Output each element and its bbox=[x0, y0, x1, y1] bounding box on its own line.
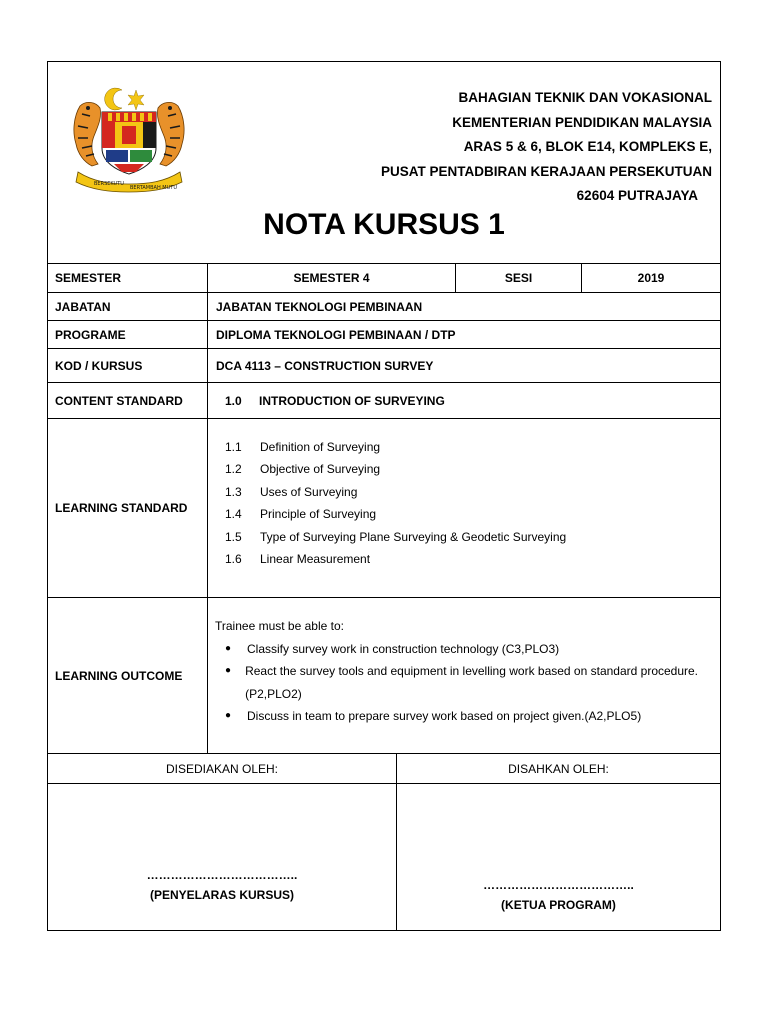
semester-label: SEMESTER bbox=[55, 271, 122, 285]
malaysia-coat-of-arms-icon bbox=[70, 86, 188, 194]
content-standard-label: CONTENT STANDARD bbox=[55, 393, 183, 408]
jabatan-row bbox=[48, 292, 720, 320]
right-tiger-icon bbox=[157, 102, 184, 166]
address-line: ARAS 5 & 6, BLOK E14, KOMPLEKS E, bbox=[463, 139, 712, 154]
learning-standard-list bbox=[207, 419, 720, 597]
address-line: KEMENTERIAN PENDIDIKAN MALAYSIA bbox=[452, 114, 712, 130]
signature-area bbox=[48, 783, 720, 930]
content-standard-number: 1.0 bbox=[225, 393, 242, 408]
shield-icon bbox=[102, 112, 156, 174]
crest-motto-right: BERTAMBAH MUTU bbox=[130, 185, 177, 191]
signature-line: ……………………………….. bbox=[483, 878, 634, 892]
programe-row bbox=[48, 320, 720, 348]
address-line: BAHAGIAN TEKNIK DAN VOKASIONAL bbox=[458, 90, 712, 105]
kod-kursus-value: DCA 4113 – CONSTRUCTION SURVEY bbox=[207, 349, 720, 382]
document-header bbox=[48, 62, 720, 263]
list-item: 1.5 Type of Surveying Plane Surveying & Geodetic Surveying bbox=[225, 529, 567, 544]
list-item: 1.1 Definition of Surveying bbox=[225, 440, 381, 454]
list-item: 1.4 Principle of Surveying bbox=[225, 507, 377, 522]
programe-label: PROGRAME bbox=[55, 327, 126, 342]
list-item: ● React the survey tools and equipment in levelling work based on standard procedure.(P2,PLO2) bbox=[225, 664, 699, 701]
learning-standard-row bbox=[48, 418, 720, 597]
kod-kursus-label: KOD / KURSUS bbox=[55, 358, 143, 373]
ministry-address bbox=[381, 86, 712, 209]
semester-value: SEMESTER 4 bbox=[207, 264, 455, 292]
jabatan-value: JABATAN TEKNOLOGI PEMBINAAN bbox=[207, 293, 720, 320]
content-standard-value bbox=[207, 383, 720, 418]
list-item: 1.6 Linear Measurement bbox=[225, 552, 371, 567]
list-item: ● Discuss in team to prepare survey work based on project given.(A2,PLO5) bbox=[225, 709, 642, 723]
address-line: PUSAT PENTADBIRAN KERAJAAN PERSEKUTUAN bbox=[380, 163, 712, 179]
learning-outcome-row bbox=[48, 597, 720, 753]
address-line: 62604 PUTRAJAYA bbox=[576, 188, 698, 203]
list-item: 1.3 Uses of Surveying bbox=[225, 484, 358, 499]
document-title: NOTA KURSUS 1 bbox=[263, 208, 505, 241]
kod-kursus-row bbox=[48, 348, 720, 382]
jabatan-label: JABATAN bbox=[55, 299, 111, 314]
list-item: 1.2 Objective of Surveying bbox=[225, 462, 381, 477]
approved-signature bbox=[396, 784, 720, 930]
crest-motto-left: BERSEKUTU bbox=[94, 181, 124, 187]
approved-role: (KETUA PROGRAM) bbox=[501, 898, 616, 912]
left-tiger-icon bbox=[74, 102, 101, 166]
prepared-signature bbox=[48, 784, 396, 930]
prepared-by-label: DISEDIAKAN OLEH: bbox=[165, 761, 279, 776]
signature-line: ……………………………….. bbox=[146, 868, 298, 882]
learning-outcome-label: LEARNING OUTCOME bbox=[55, 668, 183, 683]
course-note-document bbox=[47, 61, 721, 931]
sesi-label: SESI bbox=[455, 264, 581, 292]
sesi-value: 2019 bbox=[581, 264, 720, 292]
semester-row bbox=[48, 263, 720, 292]
list-item: ● Classify survey work in construction technology (C3,PLO3) bbox=[225, 641, 560, 656]
programe-value: DIPLOMA TEKNOLOGI PEMBINAAN / DTP bbox=[207, 321, 720, 348]
signature-label-row bbox=[48, 753, 720, 783]
learning-outcome-list bbox=[207, 598, 720, 753]
content-standard-row bbox=[48, 382, 720, 418]
content-standard-text: INTRODUCTION OF SURVEYING bbox=[259, 393, 445, 408]
learning-standard-label: LEARNING STANDARD bbox=[55, 501, 188, 515]
approved-by-label: DISAHKAN OLEH: bbox=[396, 754, 720, 783]
outcome-intro: Trainee must be able to: bbox=[215, 619, 344, 633]
prepared-role: (PENYELARAS KURSUS) bbox=[149, 888, 294, 902]
